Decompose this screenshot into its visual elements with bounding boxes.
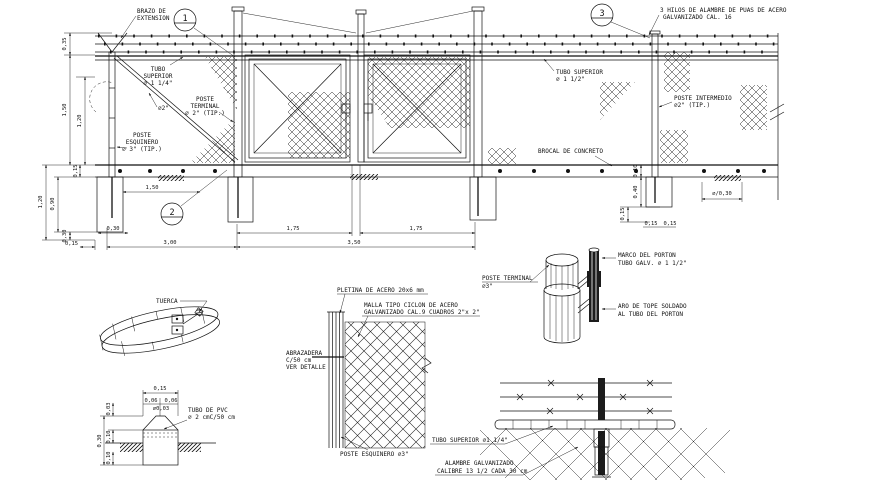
dim-pvc-006b: 0,06 [164, 398, 178, 404]
iso-gate-frame-tube [587, 248, 601, 322]
label-abrazadera-3: VER DETALLE [286, 364, 326, 371]
ground-key [714, 175, 741, 181]
barbed-wires [500, 380, 672, 414]
iso-terminal-post [544, 254, 580, 343]
gate-center-post [356, 10, 366, 162]
label-poste-terminal: POSTE [195, 96, 215, 103]
dim-120b: 1,20 [38, 195, 44, 209]
label-aro-tope-2: AL TUBO DEL PORTON [618, 311, 684, 318]
label-tubo-superior-right: TUBO SUPERIOR [556, 69, 603, 76]
ground-key [158, 175, 184, 181]
label-wire-tubo-superior: TUBO SUPERIOR ∅1 1/4" [432, 437, 508, 444]
dim-030b: 0,30 [62, 229, 68, 243]
dim-015l: 0,15 [73, 164, 79, 178]
label-abrazadera-2: C/50 cm [286, 357, 312, 364]
dim-015fa: 0,15 [644, 221, 658, 227]
dim-pvc-030: 0,30 [97, 434, 103, 448]
callout-1 [174, 9, 235, 57]
dim-090: 0,90 [50, 197, 56, 211]
label-brocal: BROCAL DE CONCRETO [538, 148, 604, 155]
label-alambre: ALAMBRE GALVANIZADO [445, 460, 514, 467]
label-poste-intermedio-2: ∅2" (TIP.) [674, 102, 711, 109]
dim-030f: 0,30 [106, 226, 120, 232]
label-iso-poste-terminal-2: ∅3" [482, 283, 493, 290]
callout-3 [591, 4, 650, 38]
anchor-post [592, 378, 611, 477]
dim-015f: 0,15 [65, 241, 78, 247]
label-marco-porton-2: TUBO GALV. ∅ 1 1/2" [618, 260, 687, 267]
label-brazo-extension-2: EXTENSION [137, 15, 170, 22]
label-brazo-extension: BRAZO DE [137, 8, 166, 15]
dim-pvc-010b: 0,10 [106, 451, 112, 465]
dim-175b: 1,75 [409, 226, 423, 232]
dim-175a: 1,75 [286, 226, 300, 232]
label-tubo-superior-left-2: SUPERIOR [143, 73, 173, 80]
corner-post [90, 33, 127, 218]
label-poste-esquinero-detail: POSTE ESQUINERO ∅3" [340, 451, 409, 458]
main-elevation [38, 4, 787, 250]
detail-mesh [286, 287, 480, 458]
callout-1-number: 1 [182, 14, 188, 24]
label-abrazadera: ABRAZADERA [286, 350, 323, 357]
dim-015fb: 0,15 [663, 221, 677, 227]
callout-3-number: 3 [599, 9, 605, 19]
label-hilos-alambre: 3 HILOS DE ALAMBRE DE PUAS DE ACERO [660, 7, 787, 14]
concrete-curb [95, 165, 778, 181]
dim-350: 3,50 [347, 240, 361, 246]
label-tuerca: TUERCA [156, 298, 178, 305]
label-tubo-superior-left-3: ∅ 1 1/4" [143, 80, 173, 87]
callout-2-number: 2 [169, 208, 175, 218]
label-poste-esquinero-2: ESQUINERO [125, 139, 159, 146]
label-marco-porton: MARCO DEL PORTON [618, 252, 676, 259]
label-aro-tope: ARO DE TOPE SOLDADO [618, 303, 687, 310]
dim-150v: 1,50 [62, 103, 68, 117]
ground-hatch [120, 443, 143, 452]
dim-pvc-003dia: ∅0,03 [152, 406, 170, 412]
dim-pvc-006a: 0,06 [144, 398, 158, 404]
dim-015r: 0,15 [620, 207, 626, 221]
label-tubo-superior-left: TUBO [150, 66, 166, 73]
rebar-dots [118, 169, 766, 173]
dim-120v: 1,20 [77, 114, 83, 128]
top-tube-section [495, 420, 675, 429]
label-brace-diam: ∅2" [158, 105, 169, 112]
label-tubo-pvc: TUBO DE PVC [188, 407, 228, 414]
chainlink-fabric [345, 322, 425, 448]
label-malla-2: GALVANIZADO CAL.9 CUADROS 2"x 2" [364, 309, 480, 316]
dim-300: 3,00 [163, 240, 177, 246]
label-poste-terminal-2: TERMINAL [190, 103, 220, 110]
dim-010r: 0,10 [633, 164, 639, 178]
dim-pvc-010a: 0,10 [106, 430, 112, 444]
label-alambre-2: CALIBRE 13 1/2 CADA 30 cm [437, 468, 528, 475]
detail-clamp [97, 298, 222, 361]
label-poste-intermedio: POSTE INTERMEDIO [674, 95, 732, 102]
ground-hatch [178, 443, 201, 452]
dim-pvc-015: 0,15 [153, 386, 167, 392]
detail-wire [430, 378, 730, 480]
detail-pvc [97, 386, 235, 465]
dim-035: 0,35 [62, 37, 68, 51]
label-iso-poste-terminal: POSTE TERMINAL [482, 275, 533, 282]
dim-040r: 0,40 [633, 185, 639, 199]
gate-post-left [232, 7, 244, 218]
dim-150h: 1,50 [145, 185, 159, 191]
pletina-post [327, 312, 345, 448]
label-hilos-alambre-2: GALVANIZADO CAL. 16 [663, 14, 732, 21]
detail-iso [482, 248, 687, 343]
label-poste-terminal-3: ∅ 2" (TIP.) [185, 110, 225, 117]
barbed-wire-band [95, 36, 778, 52]
label-tubo-pvc-2: ∅ 2 cmC/50 cm [188, 414, 235, 421]
ground-key [350, 174, 378, 180]
label-pletina: PLETINA DE ACERO 20x6 mm [337, 287, 424, 294]
dim-pvc-003: 0,03 [106, 402, 112, 416]
label-poste-esquinero-3: ∅ 3" (TIP.) [122, 146, 162, 153]
gate-post-right [472, 7, 484, 216]
label-poste-esquinero: POSTE [132, 132, 152, 139]
section-break [770, 33, 784, 200]
label-malla: MALLA TIPO CICLON DE ACERO [364, 302, 458, 309]
label-tubo-superior-right-2: ∅ 1 1/2" [556, 76, 585, 83]
dim-030dia: ∅/0,30 [712, 191, 732, 197]
